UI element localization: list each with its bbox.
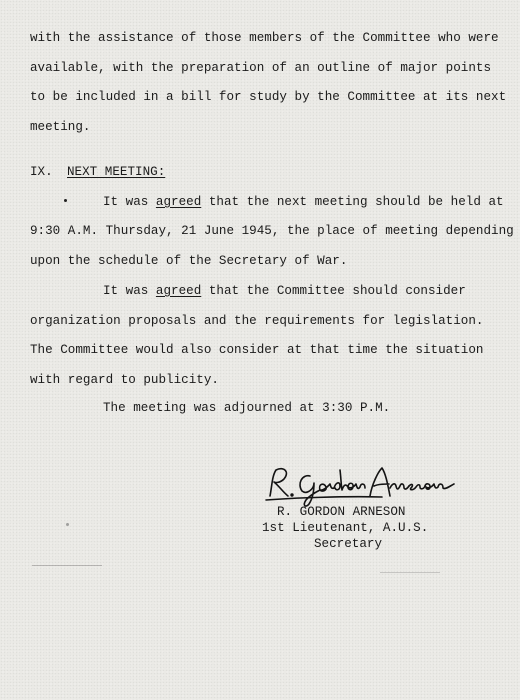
section-title: NEXT MEETING: xyxy=(67,165,166,179)
signatory-rank: 1st Lieutenant, A.U.S. xyxy=(262,521,429,535)
para1-line-1: with the assistance of those members of the Committee who were xyxy=(30,31,499,45)
paper-mark xyxy=(32,565,102,566)
para2-lead: It was xyxy=(103,195,156,209)
para2-line-3: upon the schedule of the Secretary of War. xyxy=(30,254,348,268)
para3-line-2: organization proposals and the requirements for legislation. xyxy=(30,314,484,328)
para2-line-2: 9:30 A.M. Thursday, 21 June 1945, the place of meeting depending xyxy=(30,224,514,238)
paper-mark xyxy=(380,572,440,573)
para3-lead: It was xyxy=(103,284,156,298)
para2-line-1 xyxy=(103,194,504,210)
signatory-title: Secretary xyxy=(314,537,383,551)
stray-dot xyxy=(64,199,67,202)
signatory-name: R. GORDON ARNESON xyxy=(277,505,406,519)
signature-graphic xyxy=(262,462,462,510)
para3-line-1 xyxy=(103,283,466,299)
para3-line-4: with regard to publicity. xyxy=(30,373,219,387)
para2-emphasis: agreed xyxy=(155,195,202,209)
para3-emphasis: agreed xyxy=(155,284,202,298)
para3-rest: that the Committee should consider xyxy=(201,284,466,298)
para4-line-1: The meeting was adjourned at 3:30 P.M. xyxy=(103,401,391,415)
para3-line-3: The Committee would also consider at that time the situation xyxy=(30,343,484,357)
handwritten-signature xyxy=(262,462,462,510)
para1-line-4: meeting. xyxy=(30,120,91,134)
para2-rest: that the next meeting should be held at xyxy=(201,195,504,209)
paper-mark xyxy=(66,523,69,526)
section-number: IX. xyxy=(30,165,53,179)
para1-line-3: to be included in a bill for study by the Committee at its next xyxy=(30,90,507,104)
para1-line-2: available, with the preparation of an outline of major points xyxy=(30,61,492,75)
